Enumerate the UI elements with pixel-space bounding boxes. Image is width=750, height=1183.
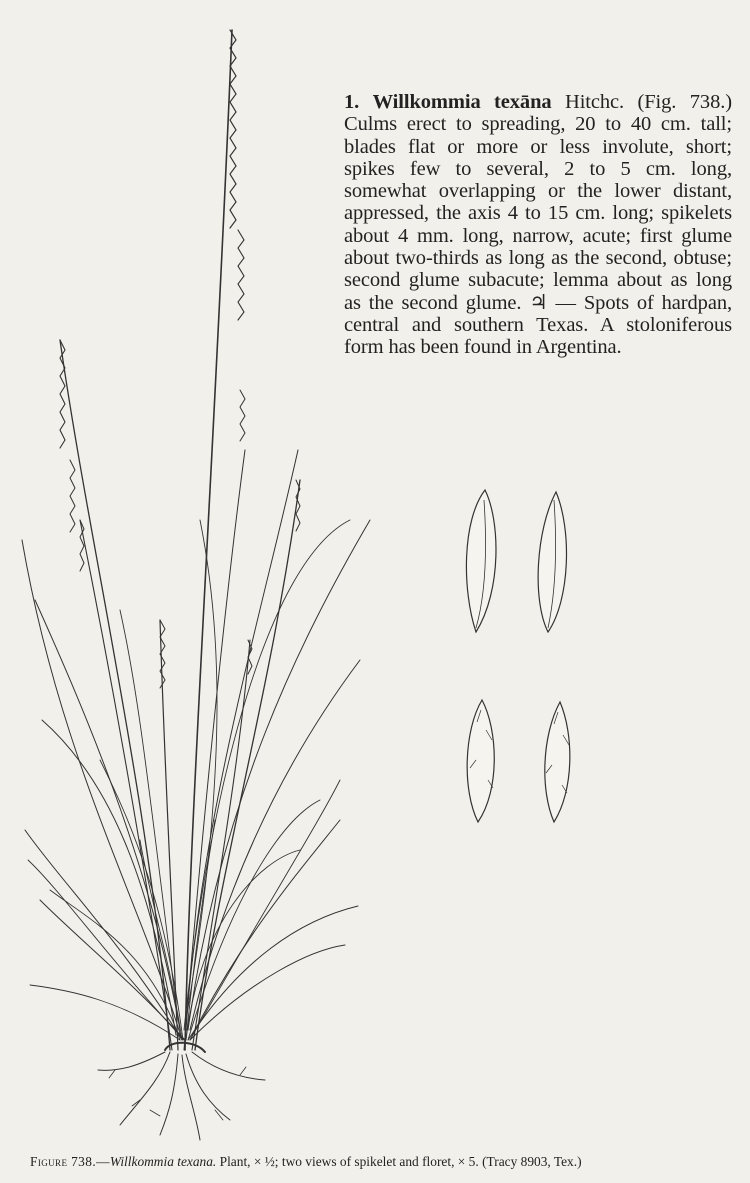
spikelet-view-2 bbox=[538, 492, 566, 632]
culm-main bbox=[185, 30, 232, 1050]
caption-text: Plant, × ½; two views of spikelet and floret, × 5. (Tracy 8903, Tex.) bbox=[216, 1154, 582, 1169]
floret-view-1 bbox=[467, 700, 494, 822]
species-number: 1. bbox=[344, 91, 360, 113]
caption-species: Willkommia texana. bbox=[109, 1154, 217, 1169]
figure-label: Figure 738.— bbox=[30, 1154, 110, 1169]
description-text: (Fig. 738.) Culms erect to spreading, 20 to 40 cm. tall; blades flat or more or less involute, short; spikes few to several, 2 to 5 cm. long, somewhat overlapping or the lower distant, appressed, the axis 4 to 15 cm. long; spikelets about 4 mm. long, narrow, acute; first glume about two-thirds as long as the second, obtuse; second glume subacute; lemma about as long as the second glume. ♃ — Spots of hardpan, central and southern Texas. A stoloniferous form has been found in Argentina. bbox=[344, 91, 732, 359]
spikelet-view-1 bbox=[466, 490, 496, 632]
culm-right bbox=[195, 480, 300, 1050]
species-name: Willkommia texāna bbox=[372, 91, 552, 113]
species-author: Hitchc. bbox=[565, 91, 625, 113]
figure-caption bbox=[30, 1154, 745, 1170]
species-description bbox=[344, 91, 732, 359]
floret-view-2 bbox=[545, 702, 570, 822]
